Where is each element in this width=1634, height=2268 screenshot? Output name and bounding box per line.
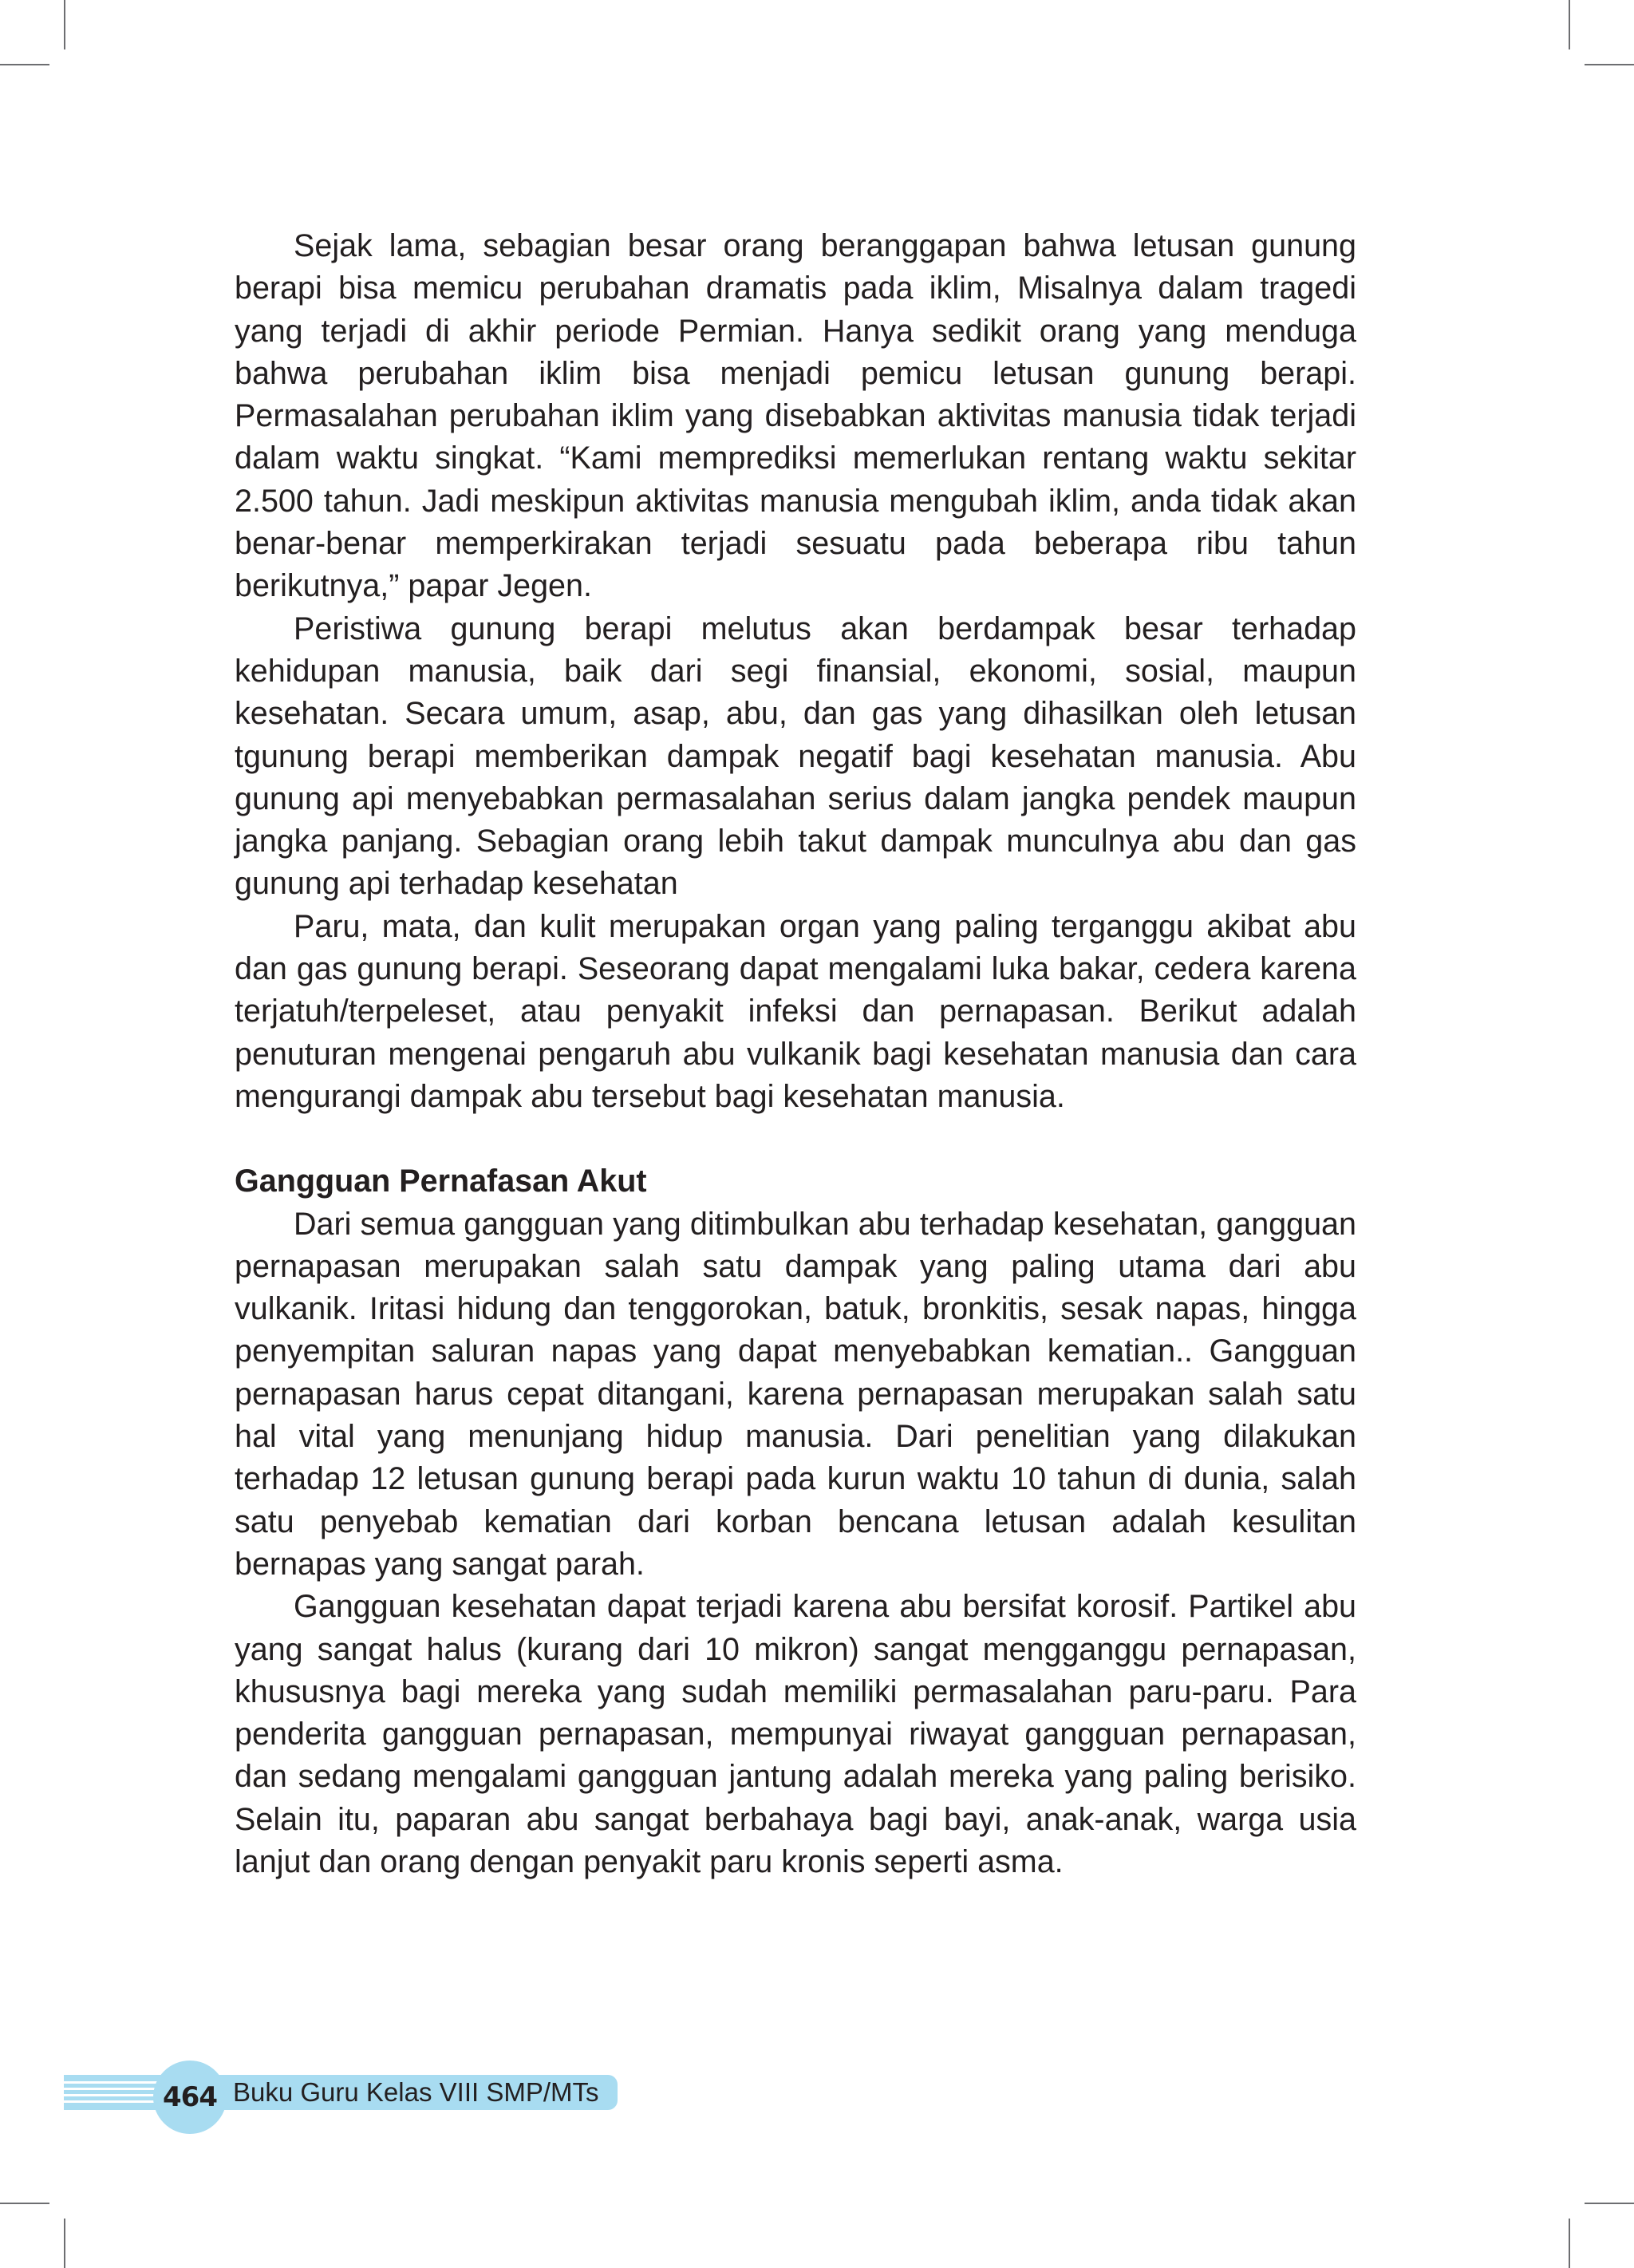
book-title: Buku Guru Kelas VIII SMP/MTs xyxy=(233,2077,599,2107)
crop-mark-bottom-left-vertical xyxy=(64,2219,65,2268)
page-body xyxy=(235,225,1356,1883)
crop-mark-bottom-left-horizontal xyxy=(0,2203,49,2204)
crop-mark-bottom-right-vertical xyxy=(1569,2219,1570,2268)
paragraph-1: Sejak lama, sebagian besar orang beranggapan bahwa letusan gunung berapi bisa memicu perubahan dramatis pada iklim, Misalnya dalam tragedi yang terjadi di akhir periode Permian. Hanya sedikit orang yang menduga bahwa perubahan iklim bisa menjadi pemicu letusan gunung berapi. Permasalahan perubahan iklim yang disebabkan aktivitas manusia tidak terjadi dalam waktu singkat. “Kami memprediksi memerlukan rentang waktu sekitar 2.500 tahun. Jadi meskipun aktivitas manusia mengubah iklim, anda tidak akan benar-benar memperkirakan terjadi sesuatu pada beberapa ribu tahun berikutnya,” papar Jegen. xyxy=(235,228,1356,604)
crop-mark-top-right-horizontal xyxy=(1585,64,1634,65)
crop-mark-bottom-right-horizontal xyxy=(1585,2203,1634,2204)
crop-mark-top-right-vertical xyxy=(1569,0,1570,49)
section-paragraph-2: Gangguan kesehatan dapat terjadi karena abu bersifat korosif. Partikel abu yang sangat halus (kurang dari 10 mikron) sangat mengganggu pernapasan, khususnya bagi mereka yang sudah memiliki permasalahan paru-paru. Para penderita gangguan pernapasan, mempunyai riwayat gangguan pernapasan, dan sedang mengalami gangguan jantung adalah mereka yang paling berisiko. Selain itu, paparan abu sangat berbahaya bagi bayi, anak-anak, warga usia lanjut dan orang dengan penyakit paru kronis seperti asma. xyxy=(235,1589,1356,1879)
section-paragraph-1: Dari semua gangguan yang ditimbulkan abu terhadap kesehatan, gangguan pernapasan merupakan salah satu dampak yang paling utama dari abu vulkanik. Iritasi hidung dan tenggorokan, batuk, bronkitis, sesak napas, hingga penyempitan saluran napas yang dapat menyebabkan kematian.. Gangguan pernapasan harus cepat ditangani, karena pernapasan merupakan salah satu hal vital yang menunjang hidup manusia. Dari penelitian yang dilakukan terhadap 12 letusan gunung berapi pada kurun waktu 10 tahun di dunia, salah satu penyebab kematian dari korban bencana letusan adalah kesulitan bernapas yang sangat parah. xyxy=(235,1206,1356,1582)
paragraph-2: Peristiwa gunung berapi melutus akan berdampak besar terhadap kehidupan manusia, baik dari segi finansial, ekonomi, sosial, maupun kesehatan. Secara umum, asap, abu, dan gas yang dihasilkan oleh letusan tgunung berapi memberikan dampak negatif bagi kesehatan manusia. Abu gunung api menyebabkan permasalahan serius dalam jangka pendek maupun jangka panjang. Sebagian orang lebih takut dampak munculnya abu dan gas gunung api terhadap kesehatan xyxy=(235,610,1356,902)
crop-mark-top-left-horizontal xyxy=(0,64,49,65)
crop-mark-top-left-vertical xyxy=(64,0,65,49)
section-heading: Gangguan Pernafasan Akut xyxy=(235,1164,647,1199)
paragraph-3: Paru, mata, dan kulit merupakan organ yang paling terganggu akibat abu dan gas gunung berapi. Seseorang dapat mengalami luka bakar, cedera karena terjatuh/terpeleset, atau penyakit infeksi dan pernapasan. Berikut adalah penuturan mengenai pengaruh abu vulkanik bagi kesehatan manusia dan cara mengurangi dampak abu tersebut bagi kesehatan manusia. xyxy=(235,908,1356,1114)
page-number: 464 xyxy=(163,2081,217,2113)
